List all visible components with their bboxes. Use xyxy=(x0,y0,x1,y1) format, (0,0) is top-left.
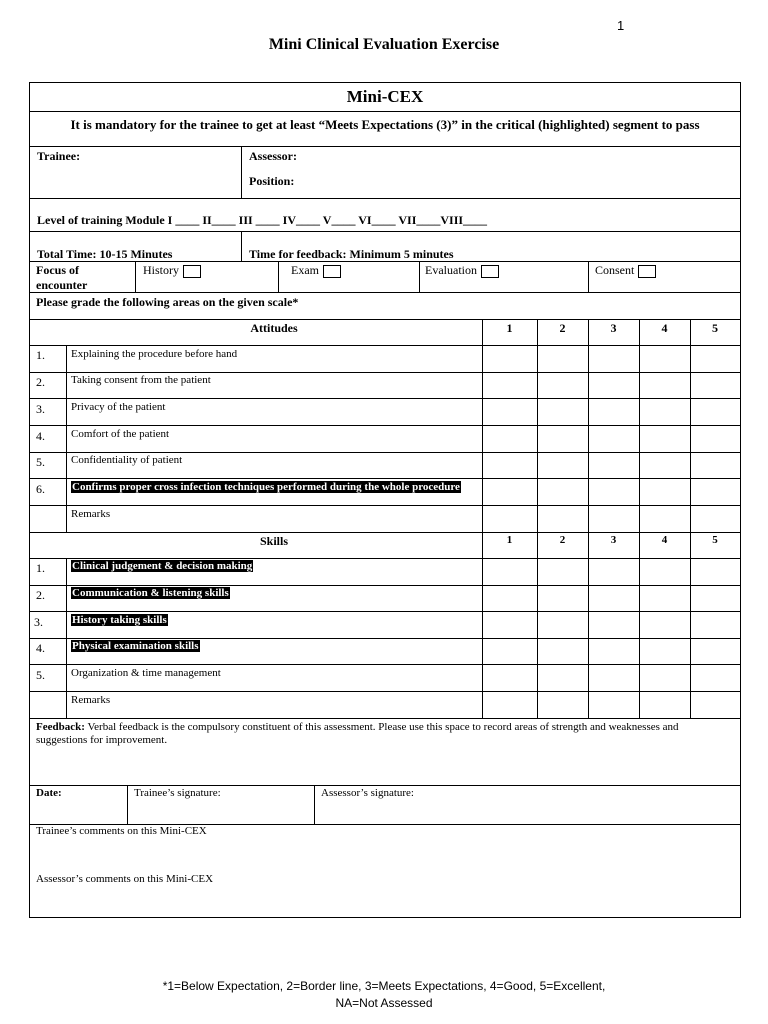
assessor-signature-label: Assessor’s signature: xyxy=(321,787,414,799)
skill-item-critical: History taking skills xyxy=(72,614,167,626)
attitude-item: Privacy of the patient xyxy=(71,401,166,413)
attitude-item: Confidentiality of patient xyxy=(71,454,183,466)
consent-checkbox[interactable] xyxy=(638,265,656,278)
footnote-line-1: *1=Below Expectation, 2=Border line, 3=Meets Expectations, 4=Good, 5=Excellent, xyxy=(162,979,606,993)
history-checkbox[interactable] xyxy=(183,265,201,278)
feedback-time: Time for feedback: Minimum 5 minutes xyxy=(249,247,454,261)
scale-footnote xyxy=(0,978,768,1012)
attitude-num: 6. xyxy=(36,482,45,496)
scale-header-5: 5 xyxy=(712,321,718,335)
skill-num: 2. xyxy=(36,588,45,602)
mini-cex-form xyxy=(29,82,741,918)
attitude-item-critical: Confirms proper cross infection techniques performed during the whole procedure xyxy=(72,481,460,493)
scale-header-2: 2 xyxy=(559,321,566,335)
evaluation-checkbox[interactable] xyxy=(481,265,499,278)
focus-exam: Exam xyxy=(291,263,341,278)
attitude-item: Taking consent from the patient xyxy=(71,374,211,386)
scale-header-1: 1 xyxy=(506,321,513,335)
skills-remarks: Remarks xyxy=(71,694,111,706)
skill-item-critical: Clinical judgement & decision making xyxy=(72,560,253,572)
feedback-line-2: suggestions for improvement. xyxy=(36,734,168,746)
attitude-item: Explaining the procedure before hand xyxy=(71,348,238,360)
skill-item-critical: Communication & listening skills xyxy=(72,587,229,599)
level-of-training: Level of training Module I ____ II____ III ____ IV____ V____ VI____ VII____VIII____ xyxy=(37,213,488,227)
focus-history: History xyxy=(143,263,201,278)
attitude-num: 3. xyxy=(36,402,45,416)
date-label: Date: xyxy=(36,787,62,799)
assessor-label: Assessor: xyxy=(249,149,297,163)
attitude-num: 2. xyxy=(36,375,45,389)
skill-num: 1. xyxy=(36,561,45,575)
attitude-num: 4. xyxy=(36,429,45,443)
focus-label-2: encounter xyxy=(36,278,88,292)
skill-num: 4. xyxy=(36,641,45,655)
feedback-line-1: Feedback: Verbal feedback is the compulsory constituent of this assessment. Please use this space to record areas of strength and weaknesses and xyxy=(36,721,679,733)
trainee-label: Trainee: xyxy=(37,149,81,163)
total-time: Total Time: 10-15 Minutes xyxy=(37,247,173,261)
page-number: 1 xyxy=(617,18,625,33)
form-title: Mini-CEX xyxy=(346,87,424,106)
position-label: Position: xyxy=(249,174,295,188)
document-title: Mini Clinical Evaluation Exercise xyxy=(268,36,500,53)
grade-instruction: Please grade the following areas on the given scale* xyxy=(36,295,299,309)
skill-item: Organization & time management xyxy=(71,667,221,679)
skill-num: 5. xyxy=(36,668,45,682)
mandatory-note: It is mandatory for the trainee to get at least “Meets Expectations (3)” in the critical (highlighted) segment to pass xyxy=(70,117,700,132)
scale-header-4: 4 xyxy=(661,534,668,546)
assessor-comments-label: Assessor’s comments on this Mini-CEX xyxy=(36,873,214,885)
attitude-num: 5. xyxy=(36,455,45,469)
skills-heading: Skills xyxy=(259,534,289,548)
trainee-signature-label: Trainee’s signature: xyxy=(134,787,221,799)
focus-consent: Consent xyxy=(595,263,656,278)
attitude-item: Comfort of the patient xyxy=(71,428,170,440)
skill-num: 3. xyxy=(34,615,43,629)
focus-evaluation: Evaluation xyxy=(425,263,499,278)
scale-header-2: 2 xyxy=(559,534,566,546)
exam-checkbox[interactable] xyxy=(323,265,341,278)
trainee-comments-label: Trainee’s comments on this Mini-CEX xyxy=(36,825,207,837)
skill-item-critical: Physical examination skills xyxy=(72,640,199,652)
scale-header-3: 3 xyxy=(610,534,617,546)
scale-header-1: 1 xyxy=(506,534,513,546)
attitudes-heading: Attitudes xyxy=(250,321,298,335)
focus-label-1: Focus of xyxy=(36,263,79,277)
scale-header-3: 3 xyxy=(610,321,617,335)
attitudes-remarks: Remarks xyxy=(71,508,111,520)
attitude-num: 1. xyxy=(36,348,45,362)
footnote-line-2: NA=Not Assessed xyxy=(335,996,433,1010)
scale-header-4: 4 xyxy=(661,321,668,335)
scale-header-5: 5 xyxy=(712,534,718,546)
